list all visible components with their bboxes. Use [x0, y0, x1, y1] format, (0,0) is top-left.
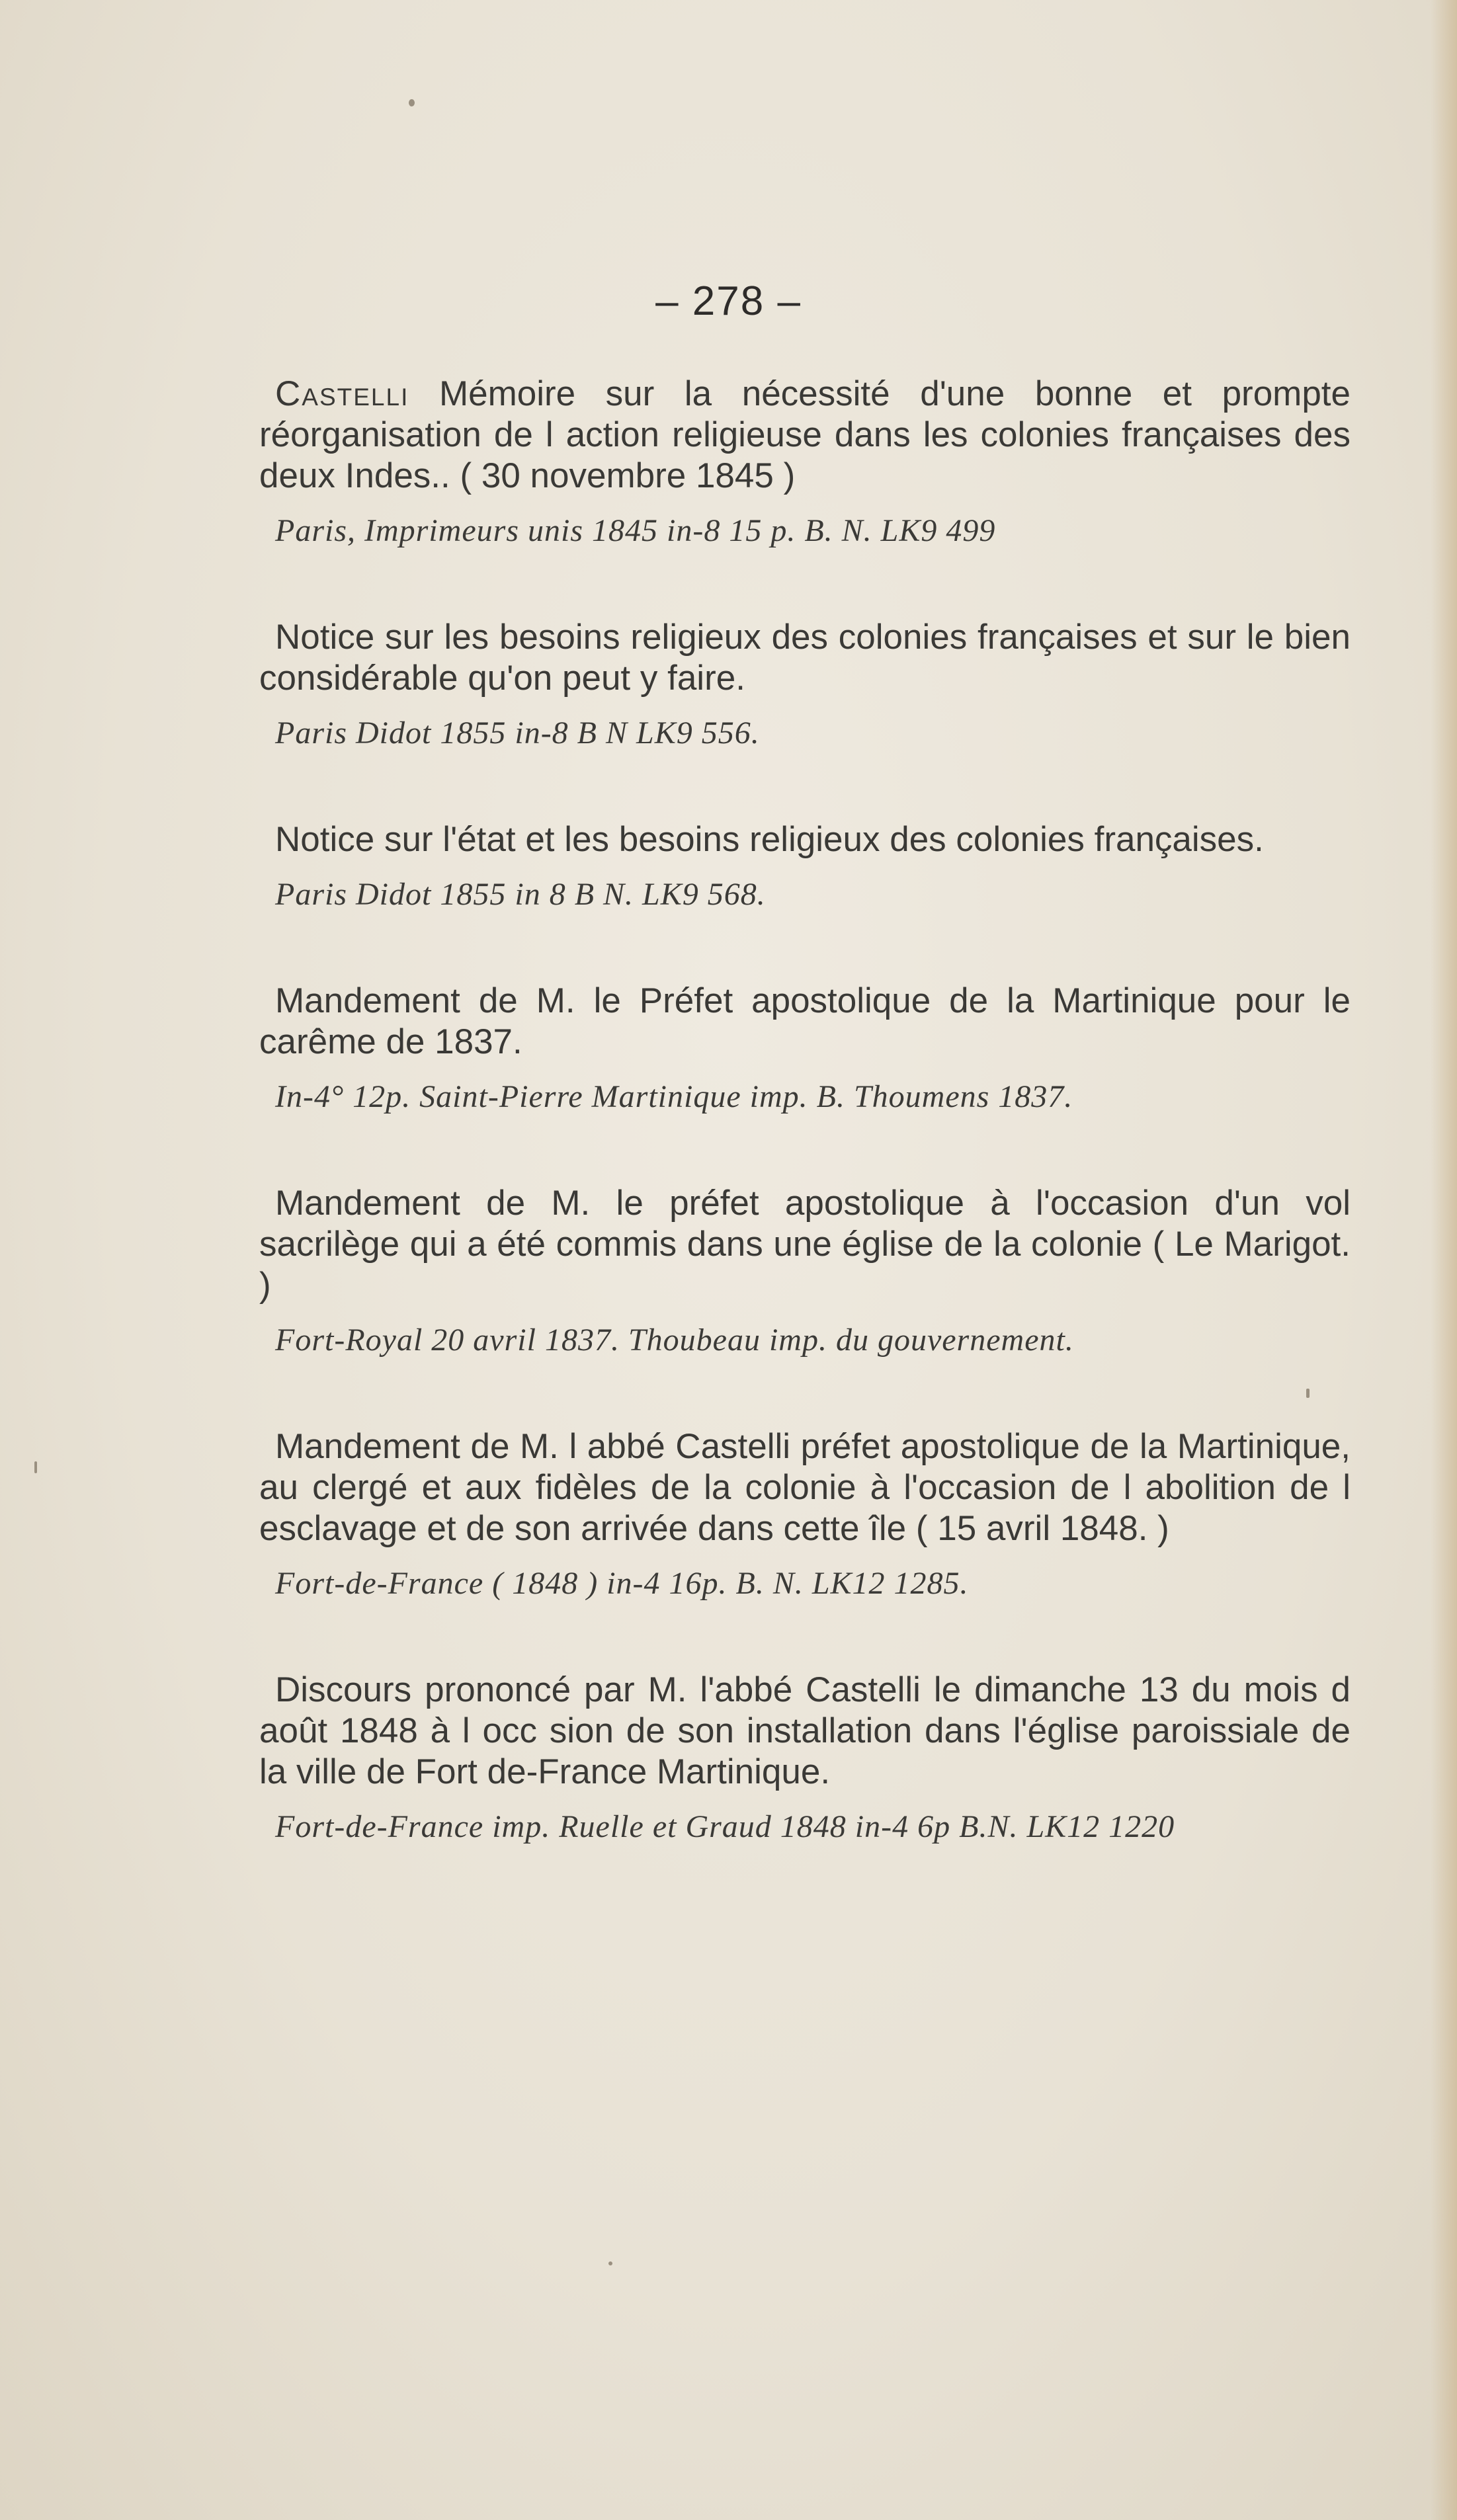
- page-edge-shadow: [1431, 0, 1457, 2520]
- entry-imprint: Paris, Imprimeurs unis 1845 in-8 15 p. B. N. LK9 499: [275, 513, 996, 548]
- bibliography-entry: [259, 617, 1351, 753]
- speck: [608, 2261, 612, 2265]
- bibliography-list: [259, 374, 1351, 1913]
- bibliography-entry: [259, 819, 1351, 915]
- entry-imprint: Paris Didot 1855 in-8 B N LK9 556.: [275, 715, 760, 751]
- entry-title: Discours prononcé par M. l'abbé Castelli le dimanche 13 du mois d août 1848 à l occ sion de son installation dans l'église paroissiale de la ville de Fort de-France Martinique.: [259, 1670, 1351, 1791]
- bibliography-entry: [259, 374, 1351, 551]
- entry-imprint: Fort-Royal 20 avril 1837. Thoubeau imp. du gouvernement.: [275, 1322, 1074, 1358]
- entry-title: [259, 374, 1351, 497]
- entry-imprint: In-4° 12p. Saint-Pierre Martinique imp. B. Thoumens 1837.: [275, 1079, 1073, 1114]
- entry-author: Castelli: [275, 374, 409, 413]
- entry-title: Mandement de M. l abbé Castelli préfet apostolique de la Martinique, au clergé et aux fidèles de la colonie à l'occasion de l abolition de l esclavage et de son arrivée dans cette île ( 15 avril 1848. ): [259, 1427, 1351, 1548]
- bibliography-entry: [259, 1426, 1351, 1604]
- speck: [34, 1461, 37, 1473]
- bibliography-entry: [259, 981, 1351, 1117]
- entry-title: Mandement de M. le Préfet apostolique de la Martinique pour le carême de 1837.: [259, 981, 1351, 1061]
- entry-imprint: Fort-de-France imp. Ruelle et Graud 1848 in-4 6p B.N. LK12 1220: [275, 1809, 1175, 1844]
- entry-title: Notice sur les besoins religieux des colonies françaises et sur le bien considérable qu'on peut y faire.: [259, 618, 1351, 698]
- entry-title-text: Mémoire sur la nécessité d'une bonne et prompte réorganisation de l action religieuse dans les colonies françaises des deux Indes.. ( 30 novembre 1845 ): [259, 374, 1351, 495]
- bibliography-entry: [259, 1183, 1351, 1360]
- entry-title: Notice sur l'état et les besoins religieux des colonies françaises.: [275, 820, 1264, 859]
- bibliography-entry: [259, 1670, 1351, 1847]
- entry-title: Mandement de M. le préfet apostolique à l'occasion d'un vol sacrilège qui a été commis dans une église de la colonie ( Le Marigot. ): [259, 1184, 1351, 1305]
- entry-imprint: Fort-de-France ( 1848 ) in-4 16p. B. N. LK12 1285.: [275, 1566, 969, 1601]
- entry-imprint: Paris Didot 1855 in 8 B N. LK9 568.: [275, 877, 766, 912]
- speck: [409, 99, 415, 106]
- page-number: – 278 –: [655, 278, 802, 324]
